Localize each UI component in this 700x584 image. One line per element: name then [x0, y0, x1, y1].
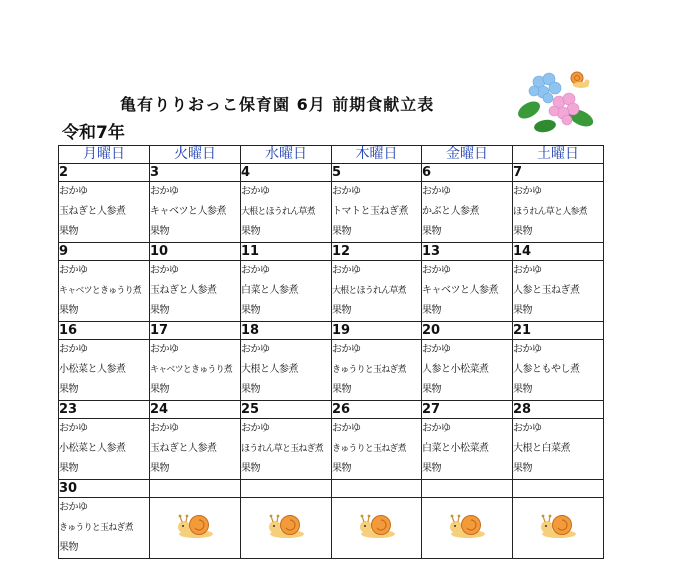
day-header-mon: 月曜日 — [59, 146, 150, 164]
menu-line-staple: おかゆ — [332, 265, 361, 276]
menu-line-side: キャベツときゅうり煮 — [59, 286, 142, 296]
date-row — [59, 480, 604, 498]
date-row — [59, 401, 604, 419]
date-row — [59, 322, 604, 340]
menu-cell — [150, 419, 241, 480]
menu-line-staple: おかゆ — [332, 344, 361, 355]
menu-cell — [59, 261, 150, 322]
menu-line-staple: おかゆ — [241, 265, 270, 276]
menu-cell — [59, 419, 150, 480]
menu-line-fruit: 果物 — [422, 384, 441, 395]
date-row — [59, 164, 604, 182]
menu-cell — [332, 419, 422, 480]
menu-row — [59, 498, 604, 559]
menu-cell — [332, 340, 422, 401]
date-cell-empty — [422, 480, 513, 498]
menu-line-side: 玉ねぎと人参煮 — [150, 285, 217, 296]
snail-cell — [422, 498, 513, 559]
menu-line-side: 大根とほうれん草煮 — [241, 207, 315, 217]
date-cell-empty — [241, 480, 332, 498]
menu-line-side: 大根と白菜煮 — [513, 443, 570, 454]
menu-line-staple: おかゆ — [513, 344, 542, 355]
menu-line-fruit: 果物 — [59, 542, 78, 553]
menu-table — [58, 145, 604, 559]
menu-line-staple: おかゆ — [422, 265, 451, 276]
menu-line-fruit: 果物 — [513, 384, 532, 395]
menu-line-fruit: 果物 — [422, 305, 441, 316]
menu-line-side: 大根とほうれん草煮 — [332, 286, 406, 296]
date-cell: 4 — [241, 164, 332, 182]
menu-line-fruit: 果物 — [59, 384, 78, 395]
menu-line-fruit: 果物 — [332, 384, 351, 395]
date-cell: 14 — [513, 243, 604, 261]
menu-line-side: きゅうりと玉ねぎ煮 — [332, 444, 406, 454]
menu-line-fruit: 果物 — [59, 463, 78, 474]
snail-icon — [176, 513, 214, 539]
menu-line-staple: おかゆ — [513, 423, 542, 434]
menu-line-fruit: 果物 — [241, 226, 260, 237]
menu-line-fruit: 果物 — [513, 305, 532, 316]
menu-cell — [59, 340, 150, 401]
snail-cell — [332, 498, 422, 559]
menu-cell — [513, 261, 604, 322]
date-row — [59, 243, 604, 261]
menu-cell — [241, 182, 332, 243]
menu-line-staple: おかゆ — [59, 265, 88, 276]
menu-cell — [59, 182, 150, 243]
date-cell: 3 — [150, 164, 241, 182]
menu-cell — [513, 340, 604, 401]
date-cell-empty — [150, 480, 241, 498]
snail-cell — [513, 498, 604, 559]
snail-icon — [448, 513, 486, 539]
menu-line-staple: おかゆ — [332, 423, 361, 434]
date-cell: 6 — [422, 164, 513, 182]
menu-line-side: キャベツと人参煮 — [150, 206, 226, 217]
day-header-fri: 金曜日 — [422, 146, 513, 164]
menu-line-staple: おかゆ — [241, 186, 270, 197]
date-cell: 19 — [332, 322, 422, 340]
snail-icon — [358, 513, 396, 539]
menu-line-side: 白菜と人参煮 — [241, 285, 298, 296]
date-cell: 25 — [241, 401, 332, 419]
date-cell: 26 — [332, 401, 422, 419]
date-cell: 23 — [59, 401, 150, 419]
snail-cell — [150, 498, 241, 559]
menu-line-fruit: 果物 — [59, 226, 78, 237]
date-cell: 17 — [150, 322, 241, 340]
menu-cell — [59, 498, 150, 559]
menu-line-fruit: 果物 — [513, 463, 532, 474]
date-cell-empty — [513, 480, 604, 498]
menu-cell — [241, 340, 332, 401]
snail-cell — [241, 498, 332, 559]
menu-cell — [422, 182, 513, 243]
menu-line-side: キャベツときゅうり煮 — [150, 365, 233, 375]
menu-line-staple: おかゆ — [150, 265, 179, 276]
menu-line-staple: おかゆ — [513, 265, 542, 276]
menu-line-staple: おかゆ — [59, 423, 88, 434]
menu-line-fruit: 果物 — [59, 305, 78, 316]
menu-line-staple: おかゆ — [150, 423, 179, 434]
menu-line-staple: おかゆ — [150, 186, 179, 197]
menu-line-side: 小松菜と人参煮 — [59, 443, 126, 454]
menu-line-staple: おかゆ — [241, 423, 270, 434]
menu-line-fruit: 果物 — [150, 384, 169, 395]
menu-line-staple: おかゆ — [422, 423, 451, 434]
menu-line-side: 玉ねぎと人参煮 — [59, 206, 126, 217]
date-cell: 16 — [59, 322, 150, 340]
menu-line-side: トマトと玉ねぎ煮 — [332, 206, 408, 217]
menu-line-side: 人参と玉ねぎ煮 — [513, 285, 580, 296]
date-cell: 28 — [513, 401, 604, 419]
menu-line-staple: おかゆ — [332, 186, 361, 197]
menu-line-fruit: 果物 — [150, 226, 169, 237]
menu-row — [59, 182, 604, 243]
era-year: 令和7年 — [62, 123, 125, 143]
date-cell: 24 — [150, 401, 241, 419]
day-header-wed: 水曜日 — [241, 146, 332, 164]
day-header-tue: 火曜日 — [150, 146, 241, 164]
menu-line-side: きゅうりと玉ねぎ煮 — [332, 365, 406, 375]
menu-line-fruit: 果物 — [241, 305, 260, 316]
menu-line-side: きゅうりと玉ねぎ煮 — [59, 523, 133, 533]
menu-line-fruit: 果物 — [150, 305, 169, 316]
snail-icon — [539, 513, 577, 539]
menu-line-staple: おかゆ — [59, 344, 88, 355]
menu-line-staple: おかゆ — [422, 344, 451, 355]
date-cell: 20 — [422, 322, 513, 340]
date-cell: 11 — [241, 243, 332, 261]
menu-line-side: 小松菜と人参煮 — [59, 364, 126, 375]
date-cell: 9 — [59, 243, 150, 261]
date-cell: 10 — [150, 243, 241, 261]
menu-cell — [241, 419, 332, 480]
date-cell-empty — [332, 480, 422, 498]
date-cell: 30 — [59, 480, 150, 498]
menu-line-side: 白菜と小松菜煮 — [422, 443, 489, 454]
menu-line-fruit: 果物 — [241, 384, 260, 395]
menu-row — [59, 261, 604, 322]
menu-cell — [513, 419, 604, 480]
menu-line-staple: おかゆ — [59, 186, 88, 197]
date-cell: 5 — [332, 164, 422, 182]
menu-title: 亀有りりおっこ保育園 6月 前期食献立表 — [120, 95, 435, 114]
menu-line-fruit: 果物 — [513, 226, 532, 237]
menu-cell — [150, 182, 241, 243]
menu-line-fruit: 果物 — [422, 226, 441, 237]
menu-cell — [150, 340, 241, 401]
menu-cell — [422, 340, 513, 401]
menu-line-side: 玉ねぎと人参煮 — [150, 443, 217, 454]
menu-line-fruit: 果物 — [422, 463, 441, 474]
date-cell: 13 — [422, 243, 513, 261]
menu-line-fruit: 果物 — [241, 463, 260, 474]
menu-line-staple: おかゆ — [422, 186, 451, 197]
date-cell: 7 — [513, 164, 604, 182]
snail-icon — [267, 513, 305, 539]
menu-cell — [241, 261, 332, 322]
menu-line-fruit: 果物 — [332, 305, 351, 316]
menu-row — [59, 419, 604, 480]
menu-line-staple: おかゆ — [150, 344, 179, 355]
date-cell: 27 — [422, 401, 513, 419]
menu-cell — [332, 182, 422, 243]
menu-line-side: かぶと人参煮 — [422, 206, 479, 217]
menu-cell — [513, 182, 604, 243]
menu-line-staple: おかゆ — [241, 344, 270, 355]
menu-line-fruit: 果物 — [332, 463, 351, 474]
menu-cell — [150, 261, 241, 322]
menu-cell — [422, 419, 513, 480]
date-cell: 2 — [59, 164, 150, 182]
menu-line-side: 人参ともやし煮 — [513, 364, 580, 375]
day-header-thu: 木曜日 — [332, 146, 422, 164]
hydrangea-snail-icon — [515, 66, 597, 136]
date-cell: 18 — [241, 322, 332, 340]
menu-line-side: キャベツと人参煮 — [422, 285, 498, 296]
menu-cell — [422, 261, 513, 322]
menu-line-side: 大根と人参煮 — [241, 364, 298, 375]
menu-line-fruit: 果物 — [332, 226, 351, 237]
menu-line-side: ほうれん草と玉ねぎ煮 — [241, 444, 324, 454]
menu-line-staple: おかゆ — [513, 186, 542, 197]
weekday-header-row — [59, 146, 604, 164]
day-header-sat: 土曜日 — [513, 146, 604, 164]
menu-line-side: ほうれん草と人参煮 — [513, 207, 587, 217]
menu-cell — [332, 261, 422, 322]
menu-line-staple: おかゆ — [59, 502, 88, 513]
menu-line-fruit: 果物 — [150, 463, 169, 474]
date-cell: 12 — [332, 243, 422, 261]
menu-row — [59, 340, 604, 401]
date-cell: 21 — [513, 322, 604, 340]
menu-line-side: 人参と小松菜煮 — [422, 364, 489, 375]
